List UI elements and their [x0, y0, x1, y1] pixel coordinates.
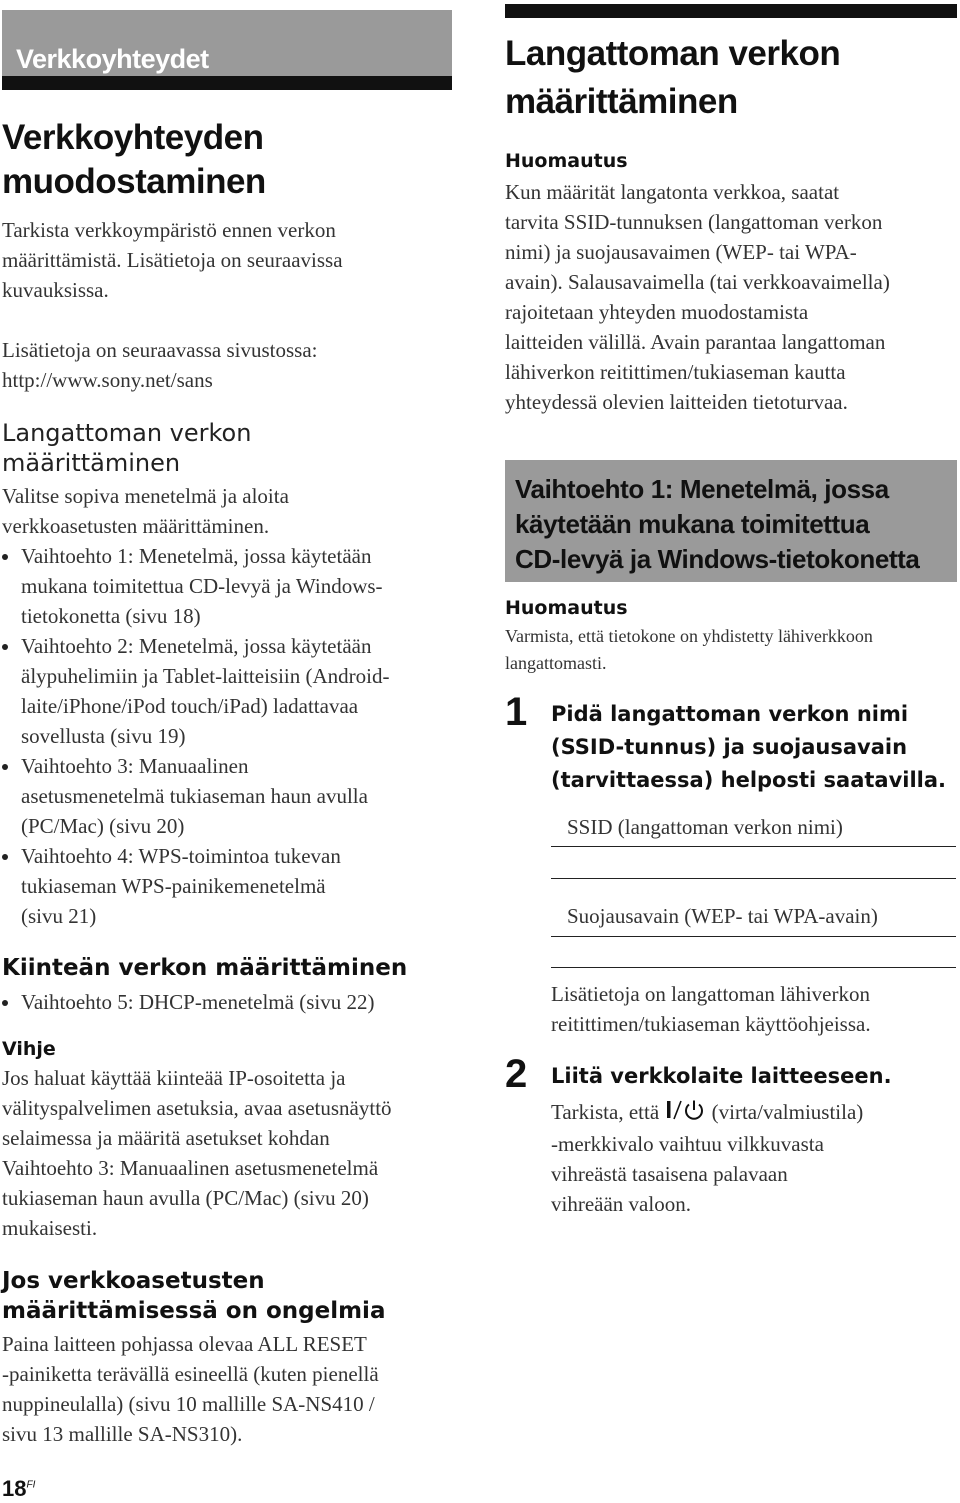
bullet-icon [2, 764, 8, 770]
option-line: (sivu 21) [21, 904, 97, 928]
page-title-line2: muodostaminen [2, 162, 266, 201]
section-tab-bar [2, 76, 452, 90]
trouble-heading [2, 1266, 454, 1326]
right-title-line1: Langattoman verkon [505, 34, 841, 73]
step1-info [551, 979, 956, 1039]
section-tab-label: Verkkoyhteydet [16, 44, 209, 74]
step1-title [551, 698, 956, 797]
intro-line: Tarkista verkkoympäristö ennen verkon [2, 218, 336, 242]
option1-box-line: Vaihtoehto 1: Menetelmä, jossa [515, 474, 889, 504]
note1-line: nimi) ja suojausavaimen (WEP- tai WPA- [505, 240, 857, 264]
power-standby-icon [664, 1099, 706, 1129]
wireless-heading-line2: määrittäminen [2, 449, 181, 477]
tip-heading: Vihje [2, 1038, 56, 1060]
tip-line: tukiaseman haun avulla (PC/Mac) (sivu 20) [2, 1186, 369, 1210]
note1-line: yhteydessä olevien laitteiden tietoturvaa. [505, 390, 848, 414]
trouble-line: -painiketta terävällä esineellä (kuten pienellä [2, 1362, 379, 1386]
list-item [2, 541, 454, 631]
option-line: mukana toimitettua CD-levyä ja Windows- [21, 574, 383, 598]
page-number-value: 18 [2, 1476, 27, 1501]
note1-line: tarvita SSID-tunnuksen (langattoman verkon [505, 210, 883, 234]
option1-box-line: käytetään mukana toimitettua [515, 509, 870, 539]
note2-heading: Huomautus [505, 597, 628, 619]
page-number-suffix: FI [26, 1479, 36, 1491]
section-tab [2, 10, 452, 90]
tip-line: mukaisesti. [2, 1216, 98, 1240]
note2-line: langattomasti. [505, 653, 607, 673]
page-title [2, 116, 266, 204]
option-line: Vaihtoehto 2: Menetelmä, jossa käytetään [21, 634, 372, 658]
right-title-line2: määrittäminen [505, 82, 738, 121]
step2-line: vihreästä tasaisena palavaan [551, 1162, 788, 1187]
wired-list [2, 987, 454, 1017]
option1-box-title [515, 472, 945, 577]
tip-line: välityspalvelimen asetuksia, avaa asetusnäyttö [2, 1096, 392, 1120]
step2-first-line [551, 1097, 956, 1129]
right-title [505, 30, 840, 126]
tip-line: selaimessa ja määritä asetukset kohdan [2, 1126, 330, 1150]
tip-line: Jos haluat käyttää kiinteää IP-osoitetta ja [2, 1066, 346, 1090]
website-label: Lisätietoja on seuraavassa sivustossa: [2, 338, 318, 362]
trouble-heading-line1: Jos verkkoasetusten [2, 1268, 265, 1294]
wireless-heading [2, 418, 452, 478]
option1-box [505, 460, 957, 582]
step1-number: 1 [505, 690, 528, 734]
trouble-heading-line2: määrittämisessä on ongelmia [2, 1298, 386, 1324]
step1-title-line: (SSID-tunnus) ja suojausavain [551, 735, 908, 759]
trouble-line: Paina laitteen pohjassa olevaa ALL RESET [2, 1332, 367, 1356]
step2-title: Liitä verkkolaite laitteeseen. [551, 1064, 892, 1088]
step1-info-line: Lisätietoja on langattoman lähiverkon [551, 982, 870, 1006]
step1-info-line: reitittimen/tukiaseman käyttöohjeissa. [551, 1012, 871, 1036]
option-line: Vaihtoehto 4: WPS-toimintoa tukevan [21, 844, 341, 868]
list-item [2, 841, 454, 931]
trouble-line: sivu 13 mallille SA-NS310). [2, 1422, 243, 1446]
option1-box-line: CD-levyä ja Windows-tietokonetta [515, 544, 920, 574]
note1-line: rajoitetaan yhteyden muodostamista [505, 300, 809, 324]
note1-heading: Huomautus [505, 150, 628, 172]
tip-paragraph [2, 1063, 454, 1243]
note1-line: laitteiden välillä. Avain parantaa langattoman [505, 330, 886, 354]
option-line: laite/iPhone/iPod touch/iPad) ladattavaa [21, 694, 359, 718]
step2-text-before: Tarkista, että [551, 1100, 665, 1124]
key-line-top [551, 936, 956, 937]
website-paragraph [2, 335, 452, 395]
intro-paragraph [2, 215, 452, 305]
step2-paragraph [551, 1097, 956, 1219]
wired-heading: Kiinteän verkon määrittäminen [2, 955, 408, 981]
step2-line: -merkkivalo vaihtuu vilkkuvasta [551, 1132, 824, 1157]
bullet-icon [2, 554, 8, 560]
trouble-line: nuppineulalla) (sivu 10 mallille SA-NS410 / [2, 1392, 375, 1416]
bullet-icon [2, 1000, 8, 1006]
wireless-intro-line: verkkoasetusten määrittäminen. [2, 514, 270, 538]
option-line: älypuhelimiin ja Tablet-laitteisiin (Android- [21, 664, 390, 688]
wireless-intro-line: Valitse sopiva menetelmä ja aloita [2, 484, 289, 508]
note1-line: Kun määrität langatonta verkkoa, saatat [505, 180, 840, 204]
trouble-paragraph [2, 1329, 454, 1449]
list-item [2, 987, 454, 1017]
page-number [2, 1476, 35, 1502]
step2-line: vihreään valoon. [551, 1192, 691, 1217]
note1-line: lähiverkon reitittimen/tukiaseman kautta [505, 360, 846, 384]
intro-line: kuvauksissa. [2, 278, 109, 302]
note1-paragraph [505, 177, 957, 417]
wireless-heading-line1: Langattoman verkon [2, 419, 252, 447]
right-top-bar [505, 4, 957, 18]
tip-line: Vaihtoehto 3: Manuaalinen asetusmenetelmä [2, 1156, 379, 1180]
intro-line: määrittämistä. Lisätietoja on seuraavissa [2, 248, 343, 272]
bullet-icon [2, 644, 8, 650]
note1-line: avain). Salausavaimella (tai verkkoavaimella) [505, 270, 890, 294]
note2-line: Varmista, että tietokone on yhdistetty lähiverkkoon [505, 626, 873, 646]
list-item [2, 751, 454, 841]
page-title-line1: Verkkoyhteyden [2, 118, 264, 157]
options-list [2, 541, 454, 931]
key-write-line[interactable] [551, 967, 956, 968]
website-link[interactable]: http://www.sony.net/sans [2, 368, 213, 392]
wired-option: Vaihtoehto 5: DHCP-menetelmä (sivu 22) [21, 990, 375, 1014]
bullet-icon [2, 854, 8, 860]
option-line: (PC/Mac) (sivu 20) [21, 814, 185, 838]
note2-paragraph [505, 623, 957, 677]
step1-title-line: Pidä langattoman verkon nimi [551, 702, 909, 726]
step2-text-after: (virta/valmiustila) [706, 1100, 864, 1124]
option-line: Vaihtoehto 3: Manuaalinen [21, 754, 249, 778]
option-line: Vaihtoehto 1: Menetelmä, jossa käytetään [21, 544, 372, 568]
step1-title-line: (tarvittaessa) helposti saatavilla. [551, 768, 947, 792]
option-line: sovellusta (sivu 19) [21, 724, 186, 748]
ssid-line-top [551, 846, 956, 847]
ssid-write-line[interactable] [551, 878, 956, 879]
option-line: tukiaseman WPS-painikemenetelmä [21, 874, 326, 898]
ssid-label: SSID (langattoman verkon nimi) [567, 815, 843, 839]
key-label: Suojausavain (WEP- tai WPA-avain) [567, 904, 878, 928]
option-line: tietokonetta (sivu 18) [21, 604, 201, 628]
list-item [2, 631, 454, 751]
wireless-intro [2, 481, 452, 541]
step2-number: 2 [505, 1052, 528, 1096]
option-line: asetusmenetelmä tukiaseman haun avulla [21, 784, 368, 808]
